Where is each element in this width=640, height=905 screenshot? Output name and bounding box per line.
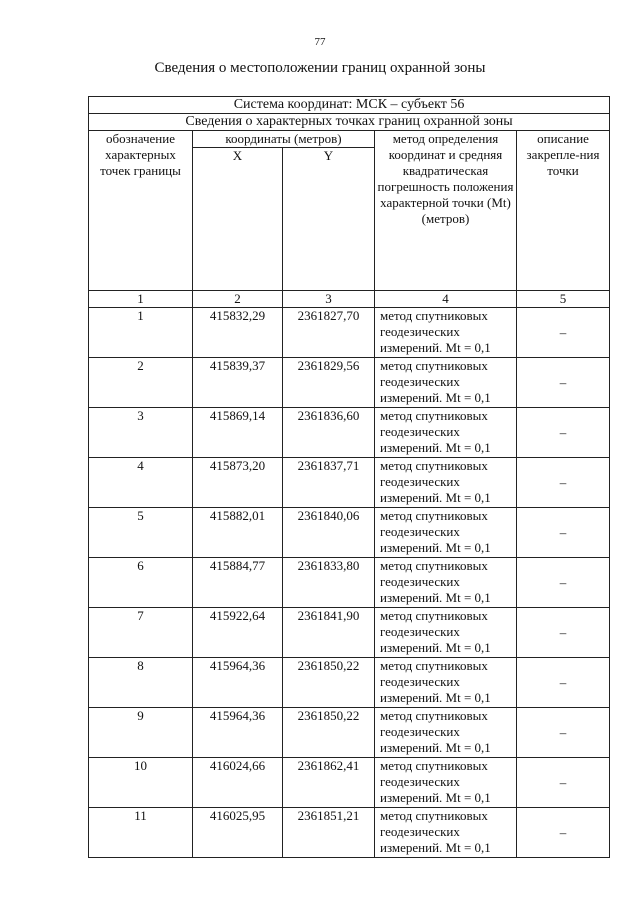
description-cell: – xyxy=(517,708,610,758)
table-row xyxy=(89,508,610,558)
column-number: 4 xyxy=(375,291,517,308)
description-cell: – xyxy=(517,508,610,558)
header-y: Y xyxy=(283,148,375,291)
y-coordinate-cell: 2361850,22 xyxy=(283,658,375,708)
x-coordinate-cell: 415839,37 xyxy=(193,358,283,408)
description-cell: – xyxy=(517,808,610,858)
boundary-points-table xyxy=(88,96,610,858)
method-cell: метод спутниковых геодезических измерений. Mt = 0,1 xyxy=(375,708,517,758)
description-cell: – xyxy=(517,458,610,508)
coordinate-system-label: Система координат: МСК – субъект 56 xyxy=(89,97,610,114)
description-cell: – xyxy=(517,658,610,708)
y-coordinate-cell: 2361829,56 xyxy=(283,358,375,408)
point-cell: 6 xyxy=(89,558,193,608)
description-cell: – xyxy=(517,558,610,608)
column-number: 5 xyxy=(517,291,610,308)
header-row xyxy=(89,131,610,148)
method-cell: метод спутниковых геодезических измерений. Mt = 0,1 xyxy=(375,458,517,508)
y-coordinate-cell: 2361836,60 xyxy=(283,408,375,458)
description-cell: – xyxy=(517,758,610,808)
point-cell: 10 xyxy=(89,758,193,808)
description-cell: – xyxy=(517,308,610,358)
table-row xyxy=(89,708,610,758)
table-row xyxy=(89,658,610,708)
header-description: описание закрепле-ния точки xyxy=(517,131,610,291)
method-cell: метод спутниковых геодезических измерений. Mt = 0,1 xyxy=(375,808,517,858)
x-coordinate-cell: 416024,66 xyxy=(193,758,283,808)
point-cell: 9 xyxy=(89,708,193,758)
x-coordinate-cell: 415882,01 xyxy=(193,508,283,558)
y-coordinate-cell: 2361837,71 xyxy=(283,458,375,508)
method-cell: метод спутниковых геодезических измерений. Mt = 0,1 xyxy=(375,508,517,558)
x-coordinate-cell: 415964,36 xyxy=(193,708,283,758)
subtitle-row xyxy=(89,114,610,131)
table-row xyxy=(89,608,610,658)
table-row xyxy=(89,358,610,408)
point-cell: 2 xyxy=(89,358,193,408)
x-coordinate-cell: 415884,77 xyxy=(193,558,283,608)
table-row xyxy=(89,408,610,458)
point-cell: 5 xyxy=(89,508,193,558)
method-cell: метод спутниковых геодезических измерений. Mt = 0,1 xyxy=(375,308,517,358)
page-number: 77 xyxy=(314,36,326,48)
table-row xyxy=(89,808,610,858)
header-x: X xyxy=(193,148,283,291)
header-point-designation: обозначение характерных точек границы xyxy=(89,131,193,291)
column-number: 1 xyxy=(89,291,193,308)
point-cell: 11 xyxy=(89,808,193,858)
point-cell: 4 xyxy=(89,458,193,508)
y-coordinate-cell: 2361862,41 xyxy=(283,758,375,808)
header-method: метод определения координат и средняя квадратическая погрешность положения характерной точки (Mt) (метров) xyxy=(375,131,517,291)
x-coordinate-cell: 415873,20 xyxy=(193,458,283,508)
x-coordinate-cell: 415869,14 xyxy=(193,408,283,458)
description-cell: – xyxy=(517,408,610,458)
y-coordinate-cell: 2361850,22 xyxy=(283,708,375,758)
column-number: 2 xyxy=(193,291,283,308)
point-cell: 3 xyxy=(89,408,193,458)
x-coordinate-cell: 415832,29 xyxy=(193,308,283,358)
table-row xyxy=(89,458,610,508)
header-coordinates: координаты (метров) xyxy=(193,131,375,148)
description-cell: – xyxy=(517,608,610,658)
x-coordinate-cell: 415964,36 xyxy=(193,658,283,708)
method-cell: метод спутниковых геодезических измерений. Mt = 0,1 xyxy=(375,408,517,458)
method-cell: метод спутниковых геодезических измерений. Mt = 0,1 xyxy=(375,358,517,408)
coordinate-system-row xyxy=(89,97,610,114)
table-row xyxy=(89,308,610,358)
table-row xyxy=(89,558,610,608)
description-cell: – xyxy=(517,358,610,408)
table-subtitle: Сведения о характерных точках границ охранной зоны xyxy=(89,114,610,131)
y-coordinate-cell: 2361827,70 xyxy=(283,308,375,358)
y-coordinate-cell: 2361840,06 xyxy=(283,508,375,558)
x-coordinate-cell: 415922,64 xyxy=(193,608,283,658)
method-cell: метод спутниковых геодезических измерений. Mt = 0,1 xyxy=(375,758,517,808)
y-coordinate-cell: 2361841,90 xyxy=(283,608,375,658)
method-cell: метод спутниковых геодезических измерений. Mt = 0,1 xyxy=(375,658,517,708)
column-number-row xyxy=(89,291,610,308)
column-number: 3 xyxy=(283,291,375,308)
point-cell: 8 xyxy=(89,658,193,708)
table-row xyxy=(89,758,610,808)
method-cell: метод спутниковых геодезических измерений. Mt = 0,1 xyxy=(375,608,517,658)
document-title: Сведения о местоположении границ охранной зоны xyxy=(154,60,486,76)
y-coordinate-cell: 2361833,80 xyxy=(283,558,375,608)
point-cell: 7 xyxy=(89,608,193,658)
point-cell: 1 xyxy=(89,308,193,358)
y-coordinate-cell: 2361851,21 xyxy=(283,808,375,858)
method-cell: метод спутниковых геодезических измерений. Mt = 0,1 xyxy=(375,558,517,608)
x-coordinate-cell: 416025,95 xyxy=(193,808,283,858)
